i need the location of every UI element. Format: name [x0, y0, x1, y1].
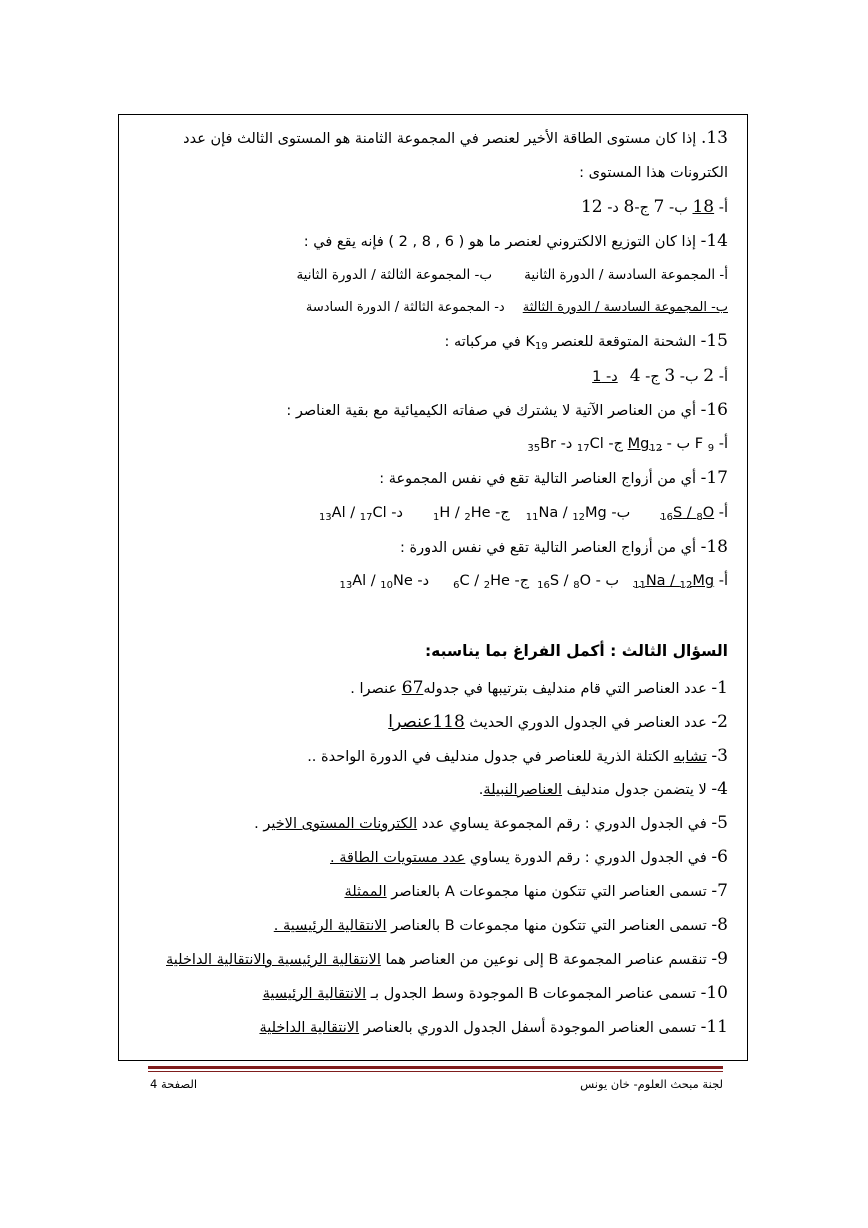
q18-options [339, 571, 728, 596]
q14-options-row1 [296, 265, 728, 285]
item-text: تنقسم عناصر المجموعة B إلى نوعين من العناصر هما [380, 952, 712, 968]
item-text: تسمى عناصر المجموعات B الموجودة وسط الجدول بـ [366, 986, 701, 1002]
q15-option-c: 4 [629, 366, 641, 386]
q15-option-a-label: أ- [714, 369, 728, 385]
q16-option-a-label: أ- [714, 436, 728, 452]
q15-text: الشحنة المتوقعة للعنصر [547, 334, 701, 350]
item-text-end: . [254, 816, 264, 832]
q13-text: إذا كان مستوى الطاقة الأخير لعنصر في المجموعة الثامنة هو المستوى الثالث فإن عدد [183, 131, 701, 147]
footer-rule [148, 1066, 723, 1069]
q13-option-d: 12 [580, 197, 603, 217]
q16-text: أي من العناصر الآتية لا يشترك في صفاته الكيميائية مع بقية العناصر : [286, 403, 701, 419]
item-answer: تشابه [673, 749, 707, 765]
footer-committee: لجنة مبحث العلوم- خان يونس [580, 1077, 723, 1091]
item-text: في الجدول الدوري : رقم الدورة يساوي [465, 850, 712, 866]
q15-option-a: 2 [703, 366, 715, 386]
section3-item [274, 915, 728, 936]
item-text-end: . [478, 782, 484, 798]
q16-question [286, 400, 728, 421]
q13-option-d-label: د- [602, 200, 624, 216]
q17-question [379, 468, 728, 489]
item-number: 7- [711, 881, 728, 901]
q18-question [400, 537, 728, 558]
q13-option-c-label: ج- [634, 200, 654, 216]
q14-option-c-answer: ب- المجموعة السادسة / الدورة الثالثة [522, 300, 728, 315]
item-answer: 118عنصرا [388, 712, 465, 732]
q17-text: أي من أزواج العناصر التالية تقع في نفس المجموعة : [379, 471, 701, 487]
item-answer: الانتقالية الرئيسية [262, 986, 367, 1002]
section3-item [307, 746, 728, 767]
q16-option-b-answer: $Mg_{12}$ [627, 436, 663, 454]
q15-text-end: في مركباته : [444, 334, 526, 350]
q18-option-b-label: ب - [590, 573, 620, 589]
item-answer: العناصرالنبيلة [483, 782, 563, 798]
item-number: 10- [700, 983, 728, 1003]
q18-option-c-label: ج- [509, 573, 530, 589]
item-number: 2- [711, 712, 728, 732]
q16-option-d-label: د- [556, 436, 577, 452]
q18-option-c: $_6$C / $_2$He [453, 573, 510, 591]
q13-option-a-answer: 18 [692, 197, 715, 217]
q17-option-b: $_{11}$Na / $_{12}$Mg [525, 505, 607, 523]
q15-options [592, 366, 728, 387]
q13-number: 13. [700, 128, 728, 148]
q13-option-b: 7 [653, 197, 665, 217]
item-text: لا يتضمن جدول مندليف [562, 782, 712, 798]
item-answer: الممثلة [344, 884, 387, 900]
q15-option-c-label: ج- [640, 369, 665, 385]
item-number: 11- [700, 1017, 728, 1037]
section3-item [388, 712, 728, 733]
q16-option-c-label: ج- [603, 436, 628, 452]
section3-heading: السؤال الثالث : أكمل الفراغ بما يناسبه: [424, 642, 728, 660]
q18-option-a-label: أ- [714, 573, 728, 589]
q17-option-a-label: أ- [714, 505, 728, 521]
item-answer: 67 [401, 678, 424, 698]
q18-option-d: $_{13}$Al / $_{10}$Ne [339, 573, 413, 591]
q16-options [527, 434, 728, 459]
section3-item [263, 983, 728, 1004]
q17-option-d-label: د- [386, 505, 403, 521]
q14-option-a: أ- المجموعة السادسة / الدورة الثانية [524, 267, 728, 283]
item-text: عدد العناصر التي قام مندليف بترتيبها في جدوله [423, 681, 712, 697]
q15-element: $K_{19}$ [525, 334, 548, 352]
q13-option-b-label: ب- [664, 200, 693, 216]
item-answer: الانتقالية الرئيسية والانتقالية الداخلية [166, 952, 381, 968]
section3-item [479, 779, 728, 800]
q17-options [319, 503, 728, 528]
q14-options-row2 [306, 298, 728, 318]
item-number: 5- [711, 813, 728, 833]
q17-option-b-label: ب- [606, 505, 631, 521]
q13-options [581, 197, 728, 218]
item-number: 8- [711, 915, 728, 935]
q18-option-b: $_{16}$S / $_8$O [537, 573, 591, 591]
q14-text: إذا كان التوزيع الالكتروني لعنصر ما هو ( 6 , 8 , 2 ) فإنه يقع في : [303, 234, 701, 250]
q17-option-c: $_1$H / $_2$He [432, 505, 491, 523]
q14-question [304, 231, 728, 252]
q18-text: أي من أزواج العناصر التالية تقع في نفس الدورة : [400, 540, 701, 556]
item-number: 1- [711, 678, 728, 698]
item-text-end: الكتلة الذرية للعناصر في جدول مندليف في الدورة الواحدة .. [307, 749, 674, 765]
section3-item [259, 1017, 728, 1038]
item-number: 6- [711, 847, 728, 867]
q13-option-c: 8 [623, 197, 635, 217]
item-text: تسمى العناصر الموجودة أسفل الجدول الدوري بالعناصر [359, 1020, 701, 1036]
section3-item [166, 949, 728, 970]
q17-option-d: $_{13}$Al / $_{17}$Cl [318, 505, 387, 523]
q18-number: 18- [700, 537, 728, 557]
q16-option-a: F $_9$ [694, 436, 715, 454]
footer-page-number: الصفحة 4 [150, 1077, 198, 1091]
q13-line2: الكترونات هذا المستوى : [579, 165, 728, 181]
q14-option-b: ب- المجموعة الثالثة / الدورة الثانية [296, 267, 493, 283]
q15-option-b-label: ب- [675, 369, 704, 385]
q17-option-a-answer: $_{16}$S / $_8$O [660, 505, 715, 523]
item-number: 9- [711, 949, 728, 969]
q18-option-d-label: د- [412, 573, 430, 589]
item-answer: عدد مستويات الطاقة . [330, 850, 466, 866]
q16-option-d: $_{35}$Br [527, 436, 556, 454]
item-text-end: عنصرا . [350, 681, 402, 697]
q18-option-a-answer: $_{11}$Na / $_{12}$Mg [633, 573, 715, 591]
item-text: في الجدول الدوري : رقم المجموعة يساوي عدد [417, 816, 712, 832]
item-text: عدد العناصر في الجدول الدوري الحديث [464, 715, 712, 731]
item-number: 4- [711, 779, 728, 799]
q16-number: 16- [700, 400, 728, 420]
q13-line1 [183, 128, 728, 149]
q17-number: 17- [700, 468, 728, 488]
item-number: 3- [711, 746, 728, 766]
footer-rule-thin [148, 1071, 723, 1072]
section3-item [350, 678, 728, 699]
q14-option-d: د- المجموعة الثالثة / الدورة السادسة [305, 300, 505, 315]
q15-question [444, 331, 728, 357]
q13-option-a-label: أ- [714, 200, 728, 216]
item-text: تسمى العناصر التي تتكون منها مجموعات B بالعناصر [386, 918, 712, 934]
section3-item [344, 881, 728, 902]
item-answer: الكترونات المستوى الاخير [263, 816, 418, 832]
item-answer: الانتقالية الرئيسية . [273, 918, 387, 934]
q14-number: 14- [700, 231, 728, 251]
q15-option-b: 3 [664, 366, 676, 386]
section3-item [254, 813, 728, 834]
item-answer: الانتقالية الداخلية [259, 1020, 360, 1036]
q15-option-d-answer: د- 1 [592, 369, 618, 385]
q16-option-c: $_{17}$Cl [576, 436, 604, 454]
q16-option-b-label: ب - [662, 436, 695, 452]
item-text: تسمى العناصر التي تتكون منها مجموعات A بالعناصر [386, 884, 712, 900]
q17-option-c-label: ج- [490, 505, 510, 521]
section3-item [330, 847, 728, 868]
q15-number: 15- [700, 331, 728, 351]
